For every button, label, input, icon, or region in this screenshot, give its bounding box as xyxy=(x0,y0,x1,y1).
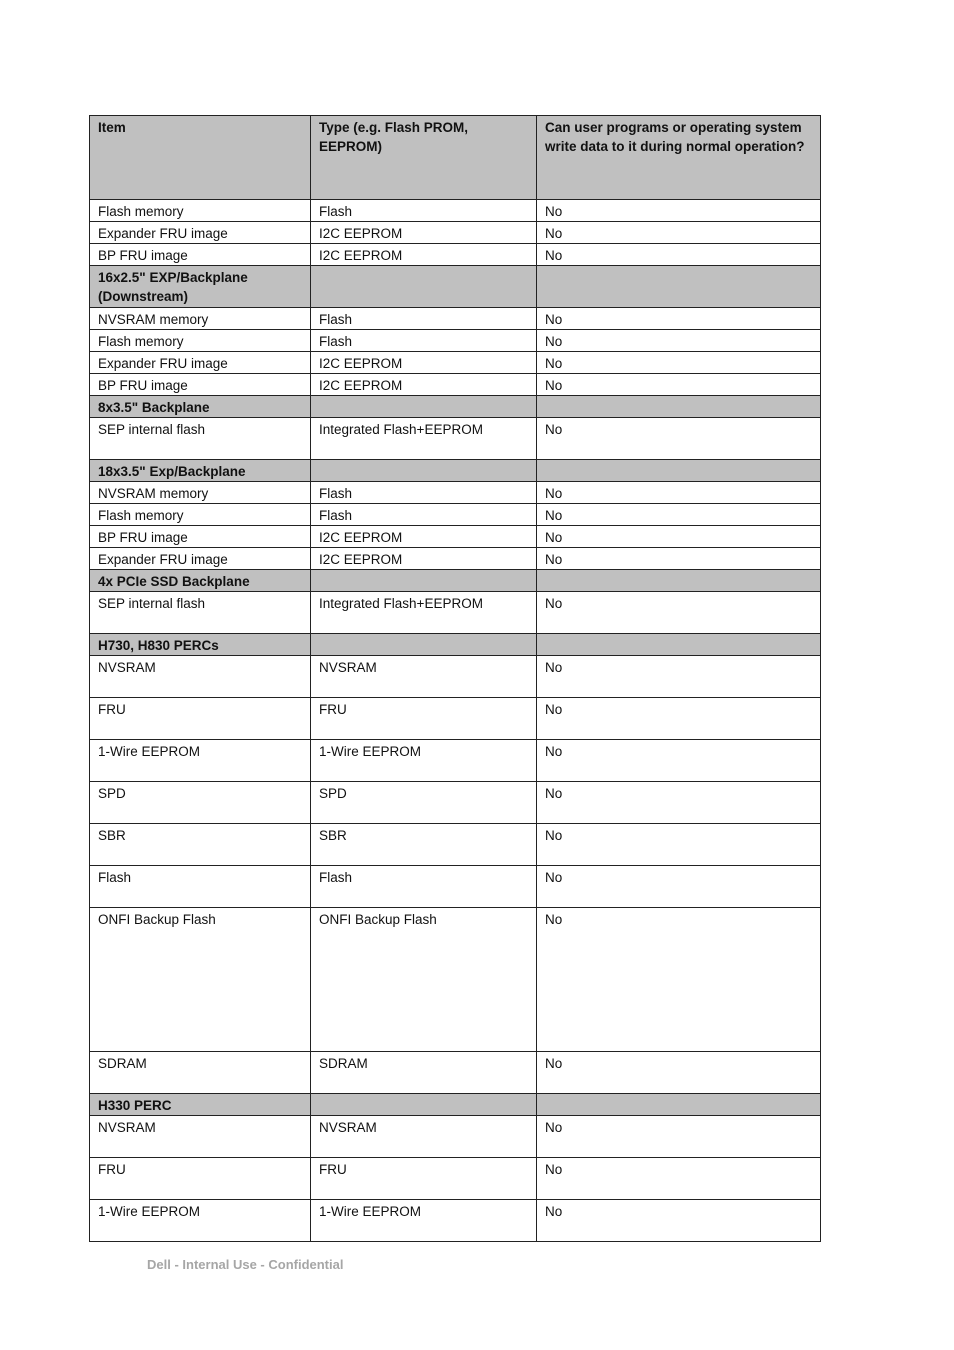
item-cell: Flash memory xyxy=(90,200,311,222)
table-row xyxy=(90,1052,821,1094)
writable-cell: No xyxy=(537,222,821,244)
item-cell: BP FRU image xyxy=(90,374,311,396)
type-cell: I2C EEPROM xyxy=(311,374,537,396)
writable-cell: No xyxy=(537,352,821,374)
table-header-row xyxy=(90,116,821,200)
type-cell: Flash xyxy=(311,200,537,222)
section-empty-cell xyxy=(537,266,821,308)
section-row xyxy=(90,1094,821,1116)
writable-cell: No xyxy=(537,1116,821,1158)
item-cell: SEP internal flash xyxy=(90,592,311,634)
type-cell: NVSRAM xyxy=(311,656,537,698)
table-row xyxy=(90,866,821,908)
table-row xyxy=(90,824,821,866)
table-row xyxy=(90,200,821,222)
section-row xyxy=(90,634,821,656)
writable-cell: No xyxy=(537,244,821,266)
table-row xyxy=(90,592,821,634)
table-row xyxy=(90,740,821,782)
type-cell: FRU xyxy=(311,1158,537,1200)
section-row xyxy=(90,396,821,418)
section-empty-cell xyxy=(311,396,537,418)
table-row xyxy=(90,418,821,460)
table-row xyxy=(90,1116,821,1158)
writable-cell: No xyxy=(537,656,821,698)
writable-cell: No xyxy=(537,1158,821,1200)
table-row xyxy=(90,222,821,244)
section-empty-cell xyxy=(537,460,821,482)
section-title: H330 PERC xyxy=(90,1094,311,1116)
item-cell: 1-Wire EEPROM xyxy=(90,1200,311,1242)
item-cell: Flash memory xyxy=(90,504,311,526)
type-cell: I2C EEPROM xyxy=(311,526,537,548)
memory-table xyxy=(89,115,821,1242)
table-row xyxy=(90,482,821,504)
table-row xyxy=(90,244,821,266)
section-row xyxy=(90,460,821,482)
item-cell: 1-Wire EEPROM xyxy=(90,740,311,782)
type-cell: Flash xyxy=(311,866,537,908)
item-cell: SEP internal flash xyxy=(90,418,311,460)
item-cell: Flash memory xyxy=(90,330,311,352)
table-row xyxy=(90,698,821,740)
writable-cell: No xyxy=(537,698,821,740)
item-cell: Expander FRU image xyxy=(90,548,311,570)
type-cell: Integrated Flash+EEPROM xyxy=(311,592,537,634)
writable-cell: No xyxy=(537,308,821,330)
section-empty-cell xyxy=(537,1094,821,1116)
item-cell: SDRAM xyxy=(90,1052,311,1094)
writable-cell: No xyxy=(537,374,821,396)
writable-cell: No xyxy=(537,330,821,352)
item-cell: FRU xyxy=(90,1158,311,1200)
item-cell: Flash xyxy=(90,866,311,908)
type-cell: Flash xyxy=(311,482,537,504)
table-row xyxy=(90,330,821,352)
type-cell: ONFI Backup Flash xyxy=(311,908,537,1052)
section-empty-cell xyxy=(537,570,821,592)
table-row xyxy=(90,526,821,548)
item-cell: BP FRU image xyxy=(90,526,311,548)
table-row xyxy=(90,352,821,374)
writable-cell: No xyxy=(537,526,821,548)
writable-cell: No xyxy=(537,200,821,222)
type-cell: SDRAM xyxy=(311,1052,537,1094)
section-title: 8x3.5" Backplane xyxy=(90,396,311,418)
section-title: 16x2.5" EXP/Backplane (Downstream) xyxy=(90,266,311,308)
type-cell: 1-Wire EEPROM xyxy=(311,740,537,782)
section-empty-cell xyxy=(537,396,821,418)
type-cell: 1-Wire EEPROM xyxy=(311,1200,537,1242)
writable-cell: No xyxy=(537,592,821,634)
type-cell: I2C EEPROM xyxy=(311,222,537,244)
table-row xyxy=(90,1200,821,1242)
section-title: 4x PCIe SSD Backplane xyxy=(90,570,311,592)
item-cell: BP FRU image xyxy=(90,244,311,266)
type-cell: I2C EEPROM xyxy=(311,244,537,266)
writable-cell: No xyxy=(537,418,821,460)
item-cell: NVSRAM memory xyxy=(90,482,311,504)
section-empty-cell xyxy=(311,570,537,592)
type-cell: I2C EEPROM xyxy=(311,352,537,374)
table-row xyxy=(90,908,821,1052)
type-cell: I2C EEPROM xyxy=(311,548,537,570)
writable-cell: No xyxy=(537,1200,821,1242)
table-row xyxy=(90,374,821,396)
writable-cell: No xyxy=(537,482,821,504)
header-item: Item xyxy=(90,116,311,200)
section-empty-cell xyxy=(537,634,821,656)
table-row xyxy=(90,1158,821,1200)
table-row xyxy=(90,504,821,526)
header-writable: Can user programs or operating system write data to it during normal operation? xyxy=(537,116,821,200)
writable-cell: No xyxy=(537,548,821,570)
section-empty-cell xyxy=(311,460,537,482)
writable-cell: No xyxy=(537,740,821,782)
type-cell: Flash xyxy=(311,504,537,526)
writable-cell: No xyxy=(537,1052,821,1094)
type-cell: Integrated Flash+EEPROM xyxy=(311,418,537,460)
confidentiality-footer: Dell - Internal Use - Confidential xyxy=(147,1257,344,1272)
item-cell: SBR xyxy=(90,824,311,866)
section-row xyxy=(90,570,821,592)
item-cell: Expander FRU image xyxy=(90,222,311,244)
item-cell: ONFI Backup Flash xyxy=(90,908,311,1052)
item-cell: NVSRAM xyxy=(90,1116,311,1158)
section-title: 18x3.5" Exp/Backplane xyxy=(90,460,311,482)
type-cell: SPD xyxy=(311,782,537,824)
type-cell: NVSRAM xyxy=(311,1116,537,1158)
item-cell: Expander FRU image xyxy=(90,352,311,374)
type-cell: SBR xyxy=(311,824,537,866)
type-cell: FRU xyxy=(311,698,537,740)
item-cell: NVSRAM memory xyxy=(90,308,311,330)
section-empty-cell xyxy=(311,634,537,656)
item-cell: FRU xyxy=(90,698,311,740)
section-empty-cell xyxy=(311,1094,537,1116)
writable-cell: No xyxy=(537,504,821,526)
header-type: Type (e.g. Flash PROM, EEPROM) xyxy=(311,116,537,200)
table-row xyxy=(90,308,821,330)
table-row xyxy=(90,548,821,570)
type-cell: Flash xyxy=(311,308,537,330)
section-title: H730, H830 PERCs xyxy=(90,634,311,656)
section-empty-cell xyxy=(311,266,537,308)
table-body xyxy=(90,200,821,1242)
writable-cell: No xyxy=(537,908,821,1052)
item-cell: SPD xyxy=(90,782,311,824)
type-cell: Flash xyxy=(311,330,537,352)
writable-cell: No xyxy=(537,782,821,824)
table-row xyxy=(90,656,821,698)
table-row xyxy=(90,782,821,824)
item-cell: NVSRAM xyxy=(90,656,311,698)
writable-cell: No xyxy=(537,866,821,908)
writable-cell: No xyxy=(537,824,821,866)
section-row xyxy=(90,266,821,308)
